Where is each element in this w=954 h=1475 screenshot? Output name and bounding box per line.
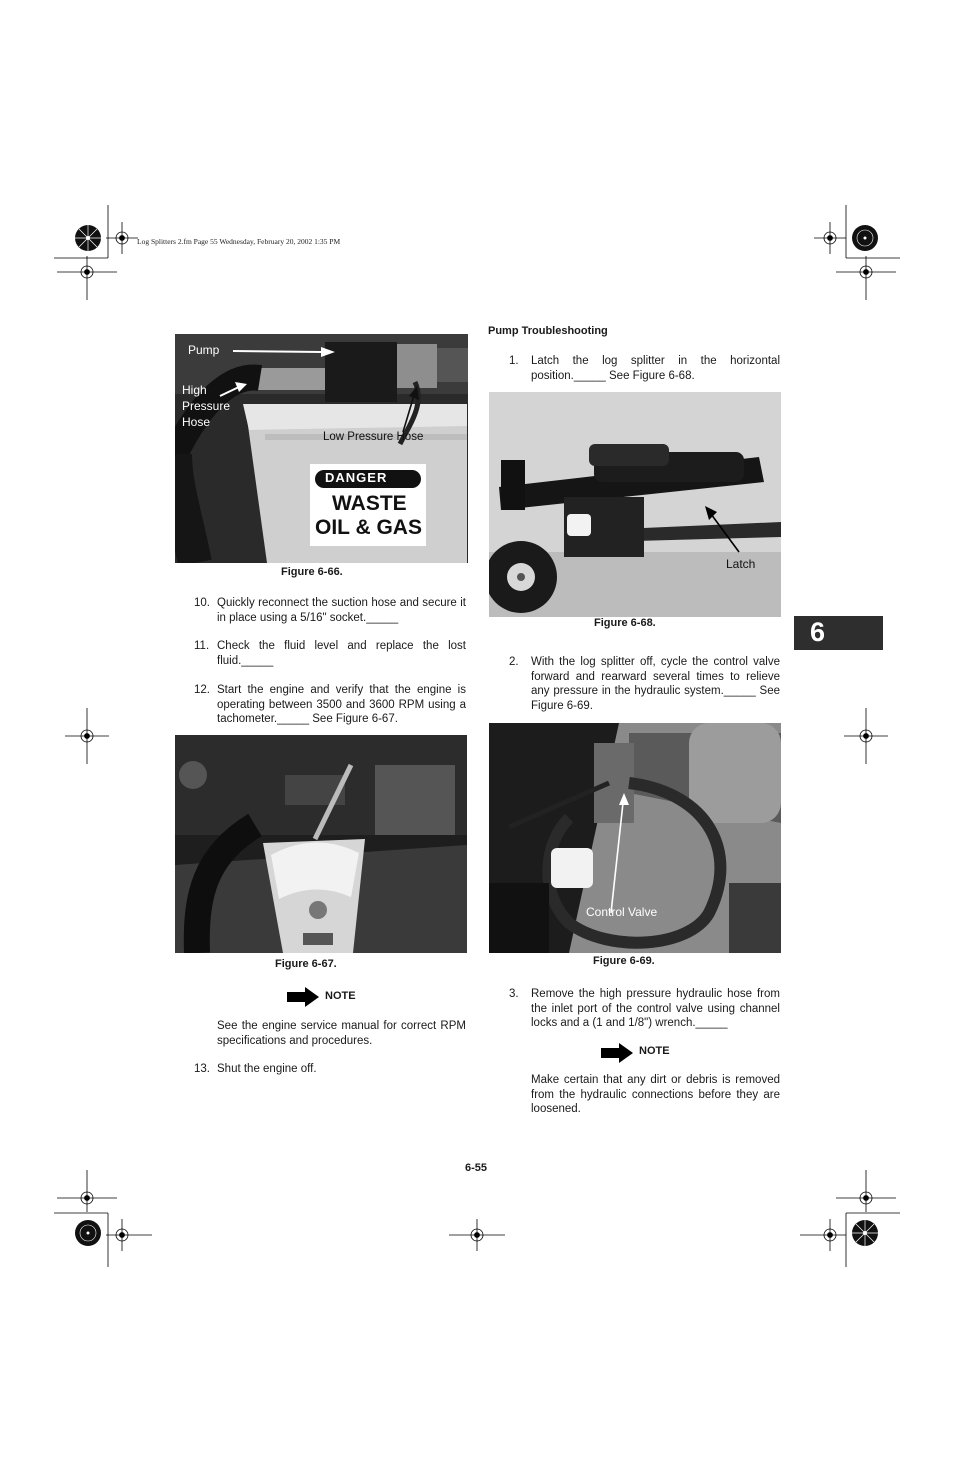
step-number: 2. bbox=[509, 656, 519, 668]
note-label: NOTE bbox=[639, 1045, 670, 1057]
step-text: Shut the engine off. bbox=[217, 1063, 317, 1075]
figure-6-67-photo bbox=[175, 735, 467, 953]
step-text: Quickly reconnect the suction hose and secure it in place using a 5/16" socket._____ bbox=[217, 597, 466, 624]
label-control-valve: Control Valve bbox=[586, 905, 658, 919]
label-high-pressure-2: Pressure bbox=[182, 399, 231, 413]
step-number: 13. bbox=[194, 1063, 210, 1075]
step-text: Check the fluid level and replace the lost fluid._____ bbox=[217, 640, 466, 667]
step-text: Remove the high pressure hydraulic hose from the inlet port of the control valve using channel locks and a (1 and 1/8") wrench._____ bbox=[531, 988, 780, 1030]
figure-6-69-caption: Figure 6-69. bbox=[593, 955, 655, 967]
step-3 bbox=[509, 987, 781, 1032]
note-label: NOTE bbox=[325, 990, 356, 1002]
label-high-pressure-3: Hose bbox=[182, 415, 211, 429]
sign-danger-text: DANGER bbox=[325, 470, 388, 485]
label-latch: Latch bbox=[726, 557, 756, 571]
file-slug: Log Splitters 2.fm Page 55 Wednesday, February 20, 2002 1:35 PM bbox=[137, 237, 341, 246]
figure-6-67-caption: Figure 6-67. bbox=[275, 958, 337, 970]
note-arrow-icon bbox=[601, 1043, 633, 1063]
step-12 bbox=[194, 683, 466, 728]
step-10 bbox=[194, 596, 466, 626]
step-number: 12. bbox=[194, 684, 210, 696]
step-text: With the log splitter off, cycle the control valve forward and rearward several times to relieve any pressure in the hydraulic system._____ See Figure 6-69. bbox=[531, 656, 780, 712]
section-heading: Pump Troubleshooting bbox=[488, 325, 608, 337]
chapter-tab bbox=[794, 616, 883, 650]
step-number: 11. bbox=[194, 640, 210, 652]
step-2 bbox=[509, 655, 781, 715]
label-pump: Pump bbox=[188, 343, 220, 357]
step-13 bbox=[194, 1062, 466, 1078]
step-1 bbox=[509, 354, 781, 384]
note-text: Make certain that any dirt or debris is removed from the hydraulic connections before they are loosened. bbox=[531, 1074, 780, 1116]
step-number: 1. bbox=[509, 355, 519, 367]
note-text: See the engine service manual for correct RPM specifications and procedures. bbox=[217, 1020, 466, 1047]
note-arrow-icon bbox=[287, 987, 319, 1007]
page-number: 6-55 bbox=[465, 1162, 488, 1174]
figure-6-66-caption: Figure 6-66. bbox=[281, 566, 343, 578]
figure-6-69-photo bbox=[489, 723, 781, 953]
step-11 bbox=[194, 639, 466, 669]
figure-6-68-caption: Figure 6-68. bbox=[594, 617, 656, 629]
label-high-pressure-1: High bbox=[182, 383, 207, 397]
step-number: 3. bbox=[509, 988, 519, 1000]
label-low-pressure-hose: Low Pressure Hose bbox=[323, 431, 424, 443]
step-text: Latch the log splitter in the horizontal position._____ See Figure 6-68. bbox=[531, 355, 780, 382]
step-number: 10. bbox=[194, 597, 210, 609]
figure-6-66-photo bbox=[175, 334, 468, 563]
figure-6-68-photo bbox=[489, 392, 781, 617]
chapter-tab-number: 6 bbox=[810, 617, 826, 647]
sign-waste-text: WASTE bbox=[332, 492, 407, 515]
sign-oil-gas-text: OIL & GAS bbox=[315, 516, 422, 539]
step-text: Start the engine and verify that the engine is operating between 3500 and 3600 RPM using a tachometer._____ See Figure 6-67. bbox=[217, 684, 466, 726]
